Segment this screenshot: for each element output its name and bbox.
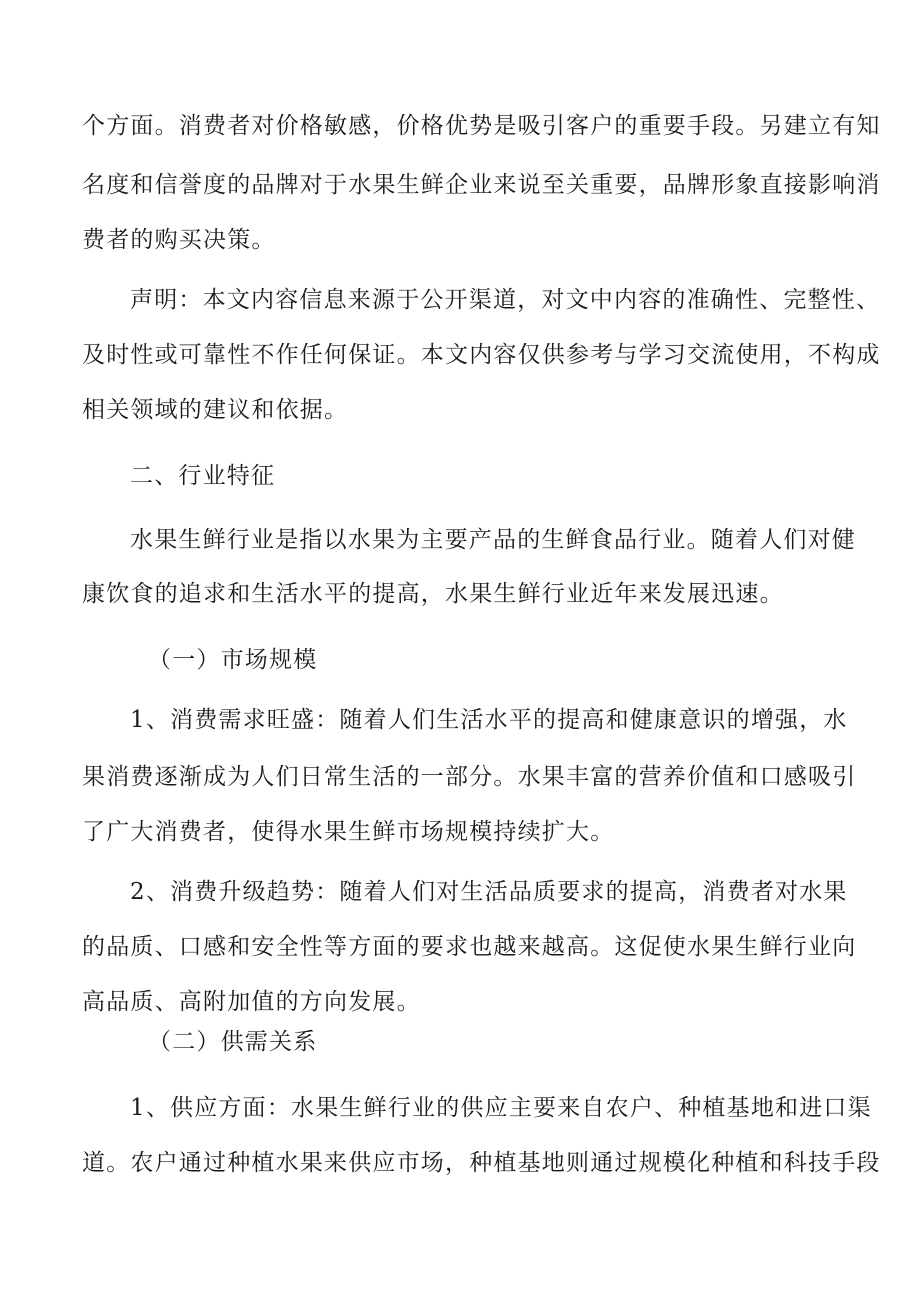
paragraph-line: 1、消费需求旺盛：随着人们生活水平的提高和健康意识的增强，水 bbox=[130, 707, 848, 733]
paragraph-line: 名度和信誉度的品牌对于水果生鲜企业来说至关重要，品牌形象直接影响消 bbox=[82, 172, 881, 198]
paragraph-line: 费者的购买决策。 bbox=[82, 227, 276, 253]
subsection-heading: （二）供需关系 bbox=[148, 1029, 318, 1055]
paragraph-line: 个方面。消费者对价格敏感，价格优势是吸引客户的重要手段。另建立有知 bbox=[82, 113, 881, 139]
paragraph-line: 果消费逐渐成为人们日常生活的一部分。水果丰富的营养价值和口感吸引 bbox=[82, 764, 857, 790]
disclaimer-line: 及时性或可靠性不作任何保证。本文内容仅供参考与学习交流使用，不构成 bbox=[82, 342, 881, 368]
paragraph-line: 道。农户通过种植水果来供应市场，种植基地则通过规模化种植和科技手段 bbox=[82, 1150, 881, 1176]
paragraph-line: 2、消费升级趋势：随着人们对生活品质要求的提高，消费者对水果 bbox=[130, 879, 848, 905]
paragraph-line: 1、供应方面：水果生鲜行业的供应主要来自农户、种植基地和进口渠 bbox=[130, 1095, 872, 1121]
paragraph-line: 高品质、高附加值的方向发展。 bbox=[82, 989, 421, 1015]
paragraph-line: 康饮食的追求和生活水平的提高，水果生鲜行业近年来发展迅速。 bbox=[82, 581, 784, 607]
paragraph-line: 的品质、口感和安全性等方面的要求也越来越高。这促使水果生鲜行业向 bbox=[82, 934, 857, 960]
disclaimer-line: 相关领域的建议和依据。 bbox=[82, 397, 349, 423]
disclaimer-line: 声明：本文内容信息来源于公开渠道，对文中内容的准确性、完整性、 bbox=[130, 287, 881, 313]
section-heading: 二、行业特征 bbox=[130, 463, 276, 489]
paragraph-line: 了广大消费者，使得水果生鲜市场规模持续扩大。 bbox=[82, 819, 615, 845]
paragraph-line: 水果生鲜行业是指以水果为主要产品的生鲜食品行业。随着人们对健 bbox=[130, 527, 856, 553]
subsection-heading: （一）市场规模 bbox=[148, 647, 318, 673]
